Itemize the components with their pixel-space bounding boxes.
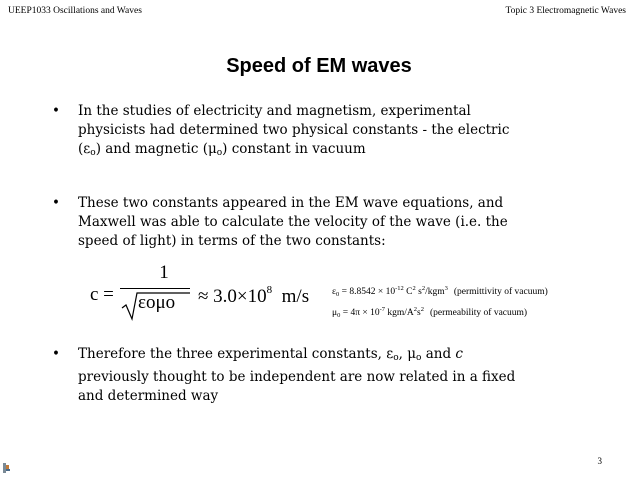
- constant-note: (permittivity of vacuum): [453, 287, 548, 297]
- exponent: 2: [421, 285, 426, 292]
- subscript: 0: [337, 312, 341, 319]
- unit-part: C: [403, 287, 413, 297]
- bullet-3-line-3: and determined way: [78, 388, 219, 404]
- permittivity-constant: [332, 285, 548, 298]
- bullet-1-line-3: [78, 140, 612, 163]
- text-fragment: ) constant in vacuum: [222, 141, 366, 157]
- constant-value: = 4π × 10: [340, 308, 380, 318]
- text-fragment: , μ: [398, 346, 416, 362]
- header-topic: Topic 3 Electromagnetic Waves: [505, 6, 626, 16]
- subscript: 0: [336, 291, 340, 298]
- unit-part: s: [415, 287, 422, 297]
- permeability-constant: [332, 306, 527, 319]
- text-fragment: (ε: [78, 141, 91, 157]
- logo-icon: [3, 463, 10, 473]
- constant-note: (permeability of vacuum): [430, 308, 528, 318]
- italic-c: c: [455, 346, 463, 362]
- bullet-1-line-1: In the studies of electricity and magnetism, experimental: [78, 103, 471, 119]
- unit-part: kgm/A: [385, 308, 414, 318]
- slide-title: Speed of EM waves: [226, 55, 412, 77]
- page-number: 3: [597, 456, 602, 466]
- equation-numerator: 1: [159, 262, 169, 283]
- unit-part: /kgm: [425, 287, 445, 297]
- header-course: UEEP1033 Oscillations and Waves: [8, 6, 142, 16]
- bullet-2: [52, 194, 612, 251]
- bullet-2-line-3: speed of light) in terms of the two constants:: [78, 233, 386, 249]
- unit-part: s: [417, 308, 421, 318]
- rhs-exponent: 8: [266, 284, 273, 296]
- exponent: -12: [395, 285, 404, 292]
- bullet-2-line-1: These two constants appeared in the EM wave equations, and: [78, 195, 504, 211]
- bullet-dot: •: [52, 103, 60, 119]
- fraction-bar: [120, 288, 190, 289]
- subscript: o: [393, 353, 399, 363]
- bullet-3: [52, 345, 612, 406]
- text-fragment: ) and magnetic (μ: [95, 141, 217, 157]
- bullet-2-line-2: Maxwell was able to calculate the velocity of the wave (i.e. the: [78, 214, 508, 230]
- exponent: 2: [413, 306, 418, 313]
- equation-denominator: εoμo: [138, 292, 176, 313]
- bullet-3-line-2: previously thought to be independent are now related in a fixed: [78, 369, 516, 385]
- speed-of-light-equation: [90, 262, 330, 328]
- subscript: o: [416, 353, 422, 363]
- subscript: o: [90, 148, 96, 158]
- exponent: 2: [420, 306, 424, 313]
- text-fragment: and: [421, 346, 456, 362]
- equation-rhs: [198, 284, 309, 308]
- bullet-1: [52, 102, 612, 163]
- bullet-1-line-2: physicists had determined two physical constants - the electric: [78, 122, 510, 138]
- epsilon-symbol: ε: [332, 287, 336, 297]
- bullet-dot: •: [52, 195, 60, 211]
- text-fragment: Therefore the three experimental constants, ε: [78, 346, 394, 362]
- exponent: 2: [412, 285, 416, 292]
- subscript: o: [216, 148, 223, 158]
- rhs-unit: m/s: [281, 286, 310, 307]
- bullet-dot: •: [52, 346, 60, 362]
- constant-value: = 8.8542 × 10: [339, 287, 396, 297]
- exponent: 3: [444, 285, 448, 292]
- exponent: -7: [379, 306, 386, 313]
- equation-lhs: c =: [90, 284, 114, 305]
- rhs-value: ≈ 3.0×10: [198, 286, 267, 307]
- bullet-3-line-1: [78, 345, 612, 368]
- mu-symbol: μ: [332, 308, 338, 318]
